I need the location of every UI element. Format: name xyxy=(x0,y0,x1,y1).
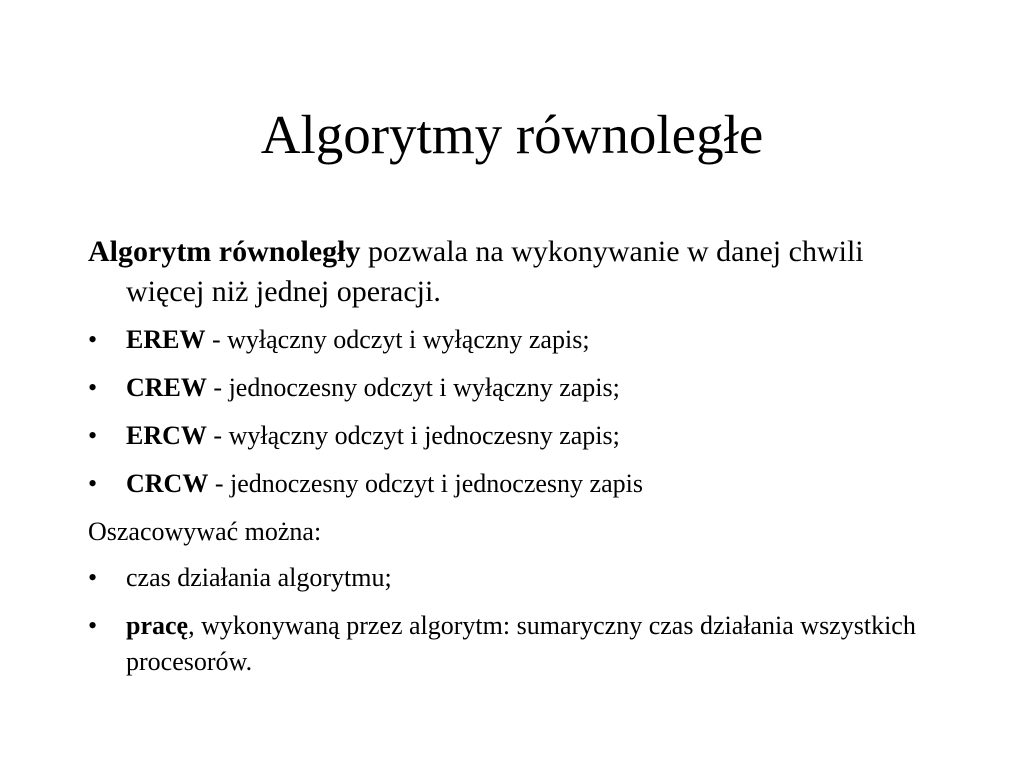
intro-term: Algorytm równoległy xyxy=(88,235,361,268)
bullet-icon: • xyxy=(88,373,98,402)
estimate-text: czas działania algorytmu; xyxy=(126,563,392,592)
model-item-erew xyxy=(88,322,928,358)
model-text: - jednoczesny odczyt i jednoczesny zapis xyxy=(208,469,643,498)
intro-paragraph xyxy=(88,232,928,312)
model-text: - wyłączny odczyt i wyłączny zapis; xyxy=(205,325,590,354)
bullet-icon: • xyxy=(88,563,98,592)
model-term: CRCW xyxy=(126,469,209,498)
estimate-item-work xyxy=(88,608,928,680)
estimate-label: Oszacowywać można: xyxy=(88,517,322,546)
model-item-ercw xyxy=(88,418,928,454)
model-term: EREW xyxy=(126,325,206,354)
model-text: - wyłączny odczyt i jednoczesny zapis; xyxy=(206,421,620,450)
slide-title: Algorytmy równoległe xyxy=(260,104,764,165)
bullet-icon: • xyxy=(88,421,98,450)
bullet-icon: • xyxy=(88,325,98,354)
bullet-icon: • xyxy=(88,469,98,498)
model-item-crew xyxy=(88,370,928,406)
model-term: CREW xyxy=(126,373,207,402)
estimate-text: , wykonywaną przez algorytm: sumaryczny czas działania wszystkich procesorów. xyxy=(126,611,916,676)
bullet-icon: • xyxy=(88,611,98,640)
estimate-term: pracę xyxy=(126,611,189,640)
model-term: ERCW xyxy=(126,421,207,450)
model-text: - jednoczesny odczyt i wyłączny zapis; xyxy=(206,373,620,402)
intro-text: pozwala na wykonywanie w danej chwili więcej niż jednej operacji. xyxy=(126,235,864,308)
estimate-item-time xyxy=(88,560,928,596)
model-item-crcw xyxy=(88,466,928,502)
slide-body xyxy=(88,232,928,692)
